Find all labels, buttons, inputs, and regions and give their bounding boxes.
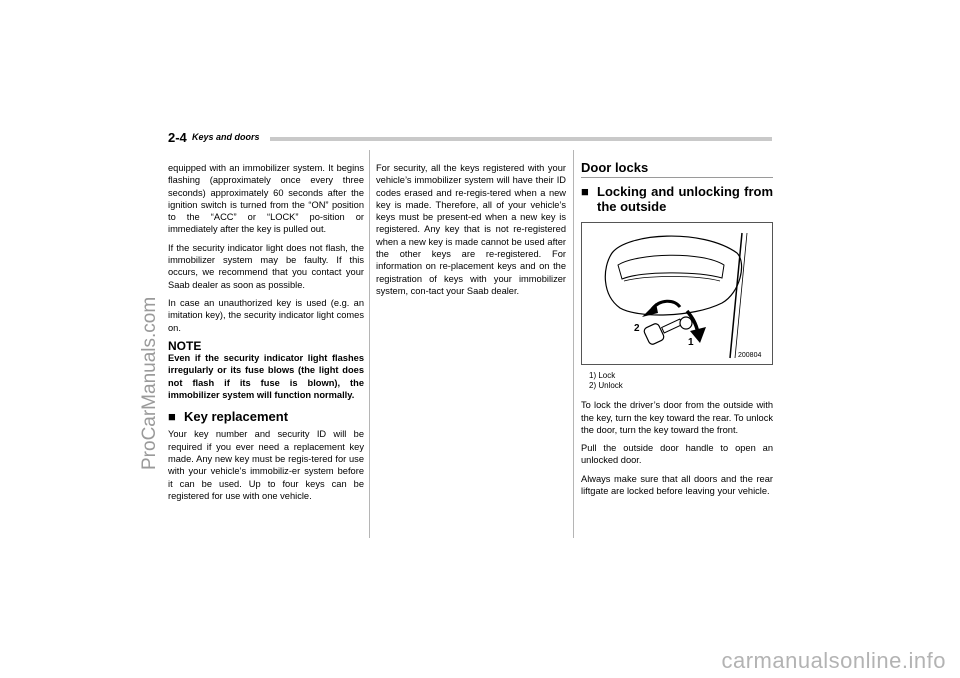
column-divider (369, 150, 370, 538)
paragraph: If the security indicator light does not flash, the immobilizer system may be faulty. If this occurs, we recommend that you contact your Saab dealer as soon as possible. (168, 242, 364, 290)
figure-callouts (589, 371, 773, 391)
subheading-locking (581, 184, 773, 214)
paragraph: Always make sure that all doors and the rear liftgate are locked before leaving your vehicle. (581, 473, 773, 497)
subheading-text: Key replacement (184, 409, 289, 425)
paragraph: For security, all the keys registered with your vehicle’s immobilizer system will have their ID codes erased and re-regis-tered when a new key is made. Therefore, all of your vehicle’s keys must be present-ed when a new key is registered. Any key that is not re-registered when a new key is made cannot be used after the other keys are re-registered. For information on re-placement keys and on the registration of keys with your immobilizer system, con-tact your Saab dealer. (376, 163, 566, 296)
side-watermark: ProCarManuals.com (139, 296, 160, 470)
page-number: 2-4 (168, 130, 187, 145)
figure-code: 200804 (738, 352, 762, 360)
section-heading: Door locks (581, 162, 773, 178)
paragraph: In case an unauthorized key is used (e.g. an imitation key), the security indicator light comes on. (168, 297, 364, 333)
door-lock-illustration (581, 222, 773, 365)
header-rule (270, 137, 772, 141)
subheading-text: Locking and unlocking from the outside (597, 184, 773, 215)
paragraph: To lock the driver’s door from the outside with the key, turn the key toward the rear. To unlock the door, turn the key toward the front. (581, 400, 773, 435)
column-right (581, 162, 773, 503)
bottom-watermark: carmanualsonline.info (721, 648, 946, 673)
door-handle-key-icon (582, 223, 772, 364)
square-bullet-icon: ■ (581, 184, 589, 200)
figure-label-2: 2 (634, 323, 640, 335)
callout-lock: 1) Lock (589, 371, 616, 381)
note-heading: NOTE (168, 338, 202, 353)
page-header (168, 130, 772, 146)
section-title: Keys and doors (192, 132, 260, 142)
paragraph: Your key number and security ID will be required if you ever need a replacement key made. Any new key must be regis-tered for use with your vehicle’s immobiliz-er system before it can be used. Up to four keys can be registered for use with one vehicle. (168, 429, 364, 501)
column-left (168, 162, 364, 508)
note-body: Even if the security indicator light flashes irregularly or its fuse blows (the light does not flash if its fuse is blown), the immobilizer system will function normally. (168, 353, 364, 401)
column-divider (573, 150, 574, 538)
column-middle (376, 162, 566, 303)
figure-label-1: 1 (688, 337, 694, 349)
paragraph: Pull the outside door handle to open an unlocked door. (581, 443, 773, 466)
callout-unlock: 2) Unlock (589, 381, 623, 391)
paragraph: equipped with an immobilizer system. It begins flashing (approximately once every three seconds) approximately 60 seconds after the ignition switch is turned from the “ON” position to the “ACC” or “LOCK” po-sition or immediately after the key is pulled out. (168, 163, 364, 235)
square-bullet-icon: ■ (168, 409, 176, 425)
subheading-key-replacement (168, 409, 364, 424)
